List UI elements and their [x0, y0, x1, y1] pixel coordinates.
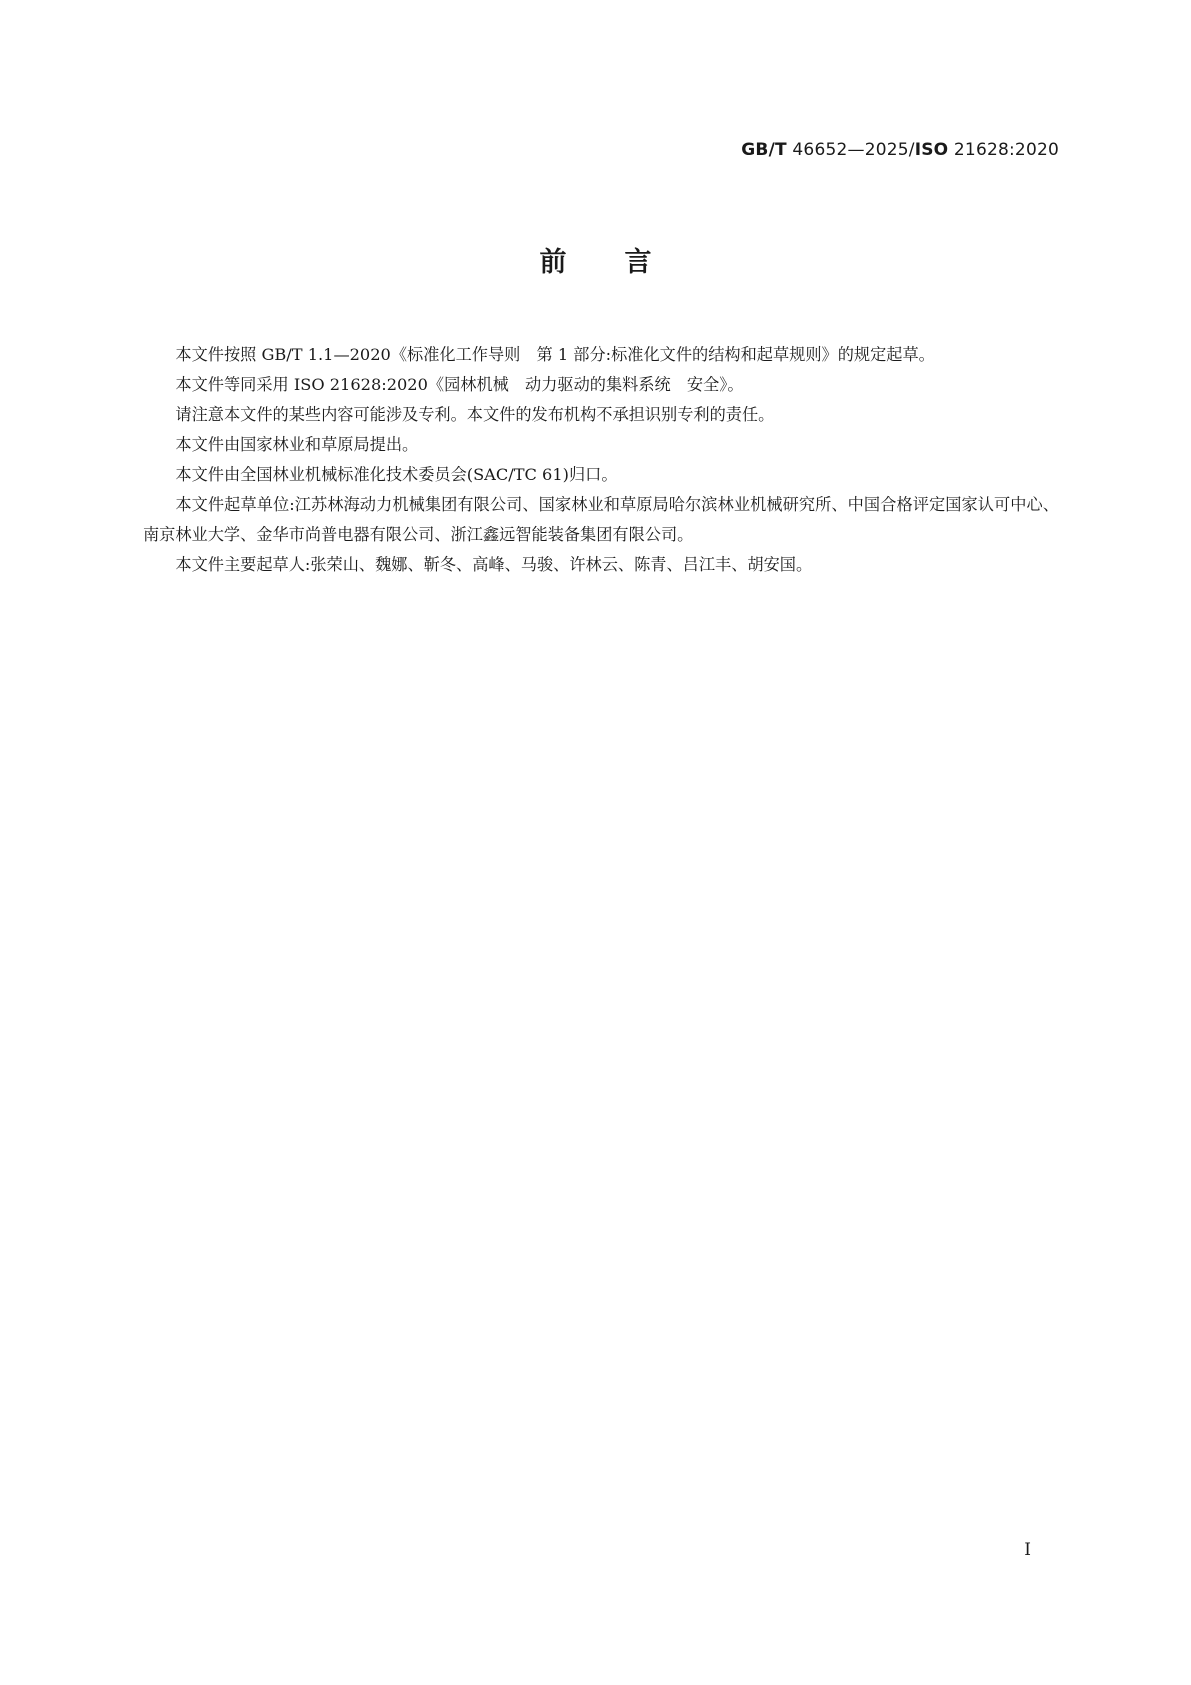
doc-code-prefix: GB/T: [741, 140, 787, 160]
doc-code-suffix: 21628:2020: [948, 140, 1059, 160]
paragraph-drafters: 本文件主要起草人:张荣山、魏娜、靳冬、高峰、马骏、许林云、陈青、吕江丰、胡安国。: [175, 555, 813, 574]
page-title: 前言: [539, 247, 710, 278]
paragraph-drafting-units: 本文件起草单位:江苏林海动力机械集团有限公司、国家林业和草原局哈尔滨林业机械研究所、中国合格评定国家认可中心、南京林业大学、金华市尚普电器有限公司、浙江鑫远智能装备集团有限公司。: [143, 495, 1059, 544]
doc-code-middle: 46652—2025/: [786, 140, 915, 160]
doc-code-iso: ISO: [914, 140, 949, 160]
foreword-body: [143, 340, 1059, 580]
paragraph-patent-notice: 请注意本文件的某些内容可能涉及专利。本文件的发布机构不承担识别专利的责任。: [175, 405, 775, 424]
paragraph-technical-committee: 本文件由全国林业机械标准化技术委员会(SAC/TC 61)归口。: [175, 465, 618, 484]
page-number: I: [1024, 1540, 1031, 1560]
paragraph-drafting-rules: 本文件按照 GB/T 1.1—2020《标准化工作导则 第 1 部分:标准化文件的结构和起草规则》的规定起草。: [175, 345, 935, 364]
document-code: [741, 140, 1059, 160]
paragraph-proposer: 本文件由国家林业和草原局提出。: [175, 435, 419, 454]
paragraph-adoption: 本文件等同采用 ISO 21628:2020《园林机械 动力驱动的集料系统 安全》。: [175, 375, 744, 394]
